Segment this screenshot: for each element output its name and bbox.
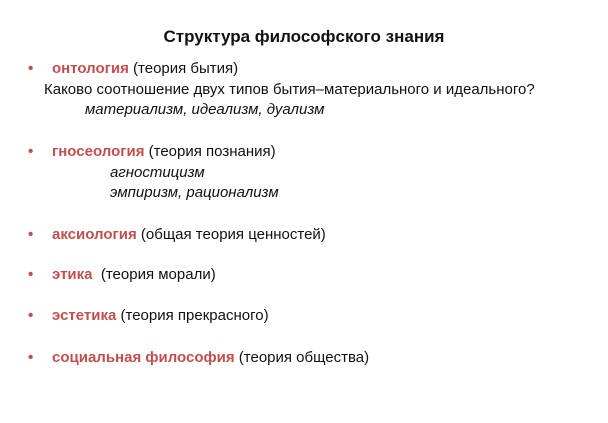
desc-ontology: (теория бытия) <box>128 60 239 77</box>
list-item-ontology <box>28 60 238 78</box>
desc-axiology: (общая теория ценностей) <box>136 226 326 243</box>
ontology-answers: материализм, идеализм, дуализм <box>85 101 325 118</box>
list-item-ethics <box>28 266 216 284</box>
bullet-icon: • <box>28 226 34 243</box>
term-axiology: аксиология <box>52 226 137 243</box>
bullet-icon: • <box>28 307 34 324</box>
term-ontology: онтология <box>52 60 129 77</box>
term-epistemology: гносеология <box>52 143 145 160</box>
term-social-philosophy: социальная философия <box>52 349 235 366</box>
desc-aesthetics: (теория прекрасного) <box>116 307 269 324</box>
desc-social-philosophy: (теория общества) <box>234 349 370 366</box>
list-item-epistemology <box>28 143 276 161</box>
bullet-icon: • <box>28 349 34 366</box>
list-item-aesthetics <box>28 307 269 325</box>
list-item-axiology <box>28 226 326 244</box>
desc-epistemology: (теория познания) <box>144 143 276 160</box>
bullet-icon: • <box>28 143 34 160</box>
term-ethics: этика <box>52 266 93 283</box>
ontology-question: Каково соотношение двух типов бытия–материального и идеального? <box>44 81 535 98</box>
epistemology-line-1: агностицизм <box>110 164 205 181</box>
slide-title: Структура философского знания <box>163 27 445 46</box>
list-item-social-philosophy <box>28 349 369 367</box>
desc-ethics: (теория морали) <box>92 266 216 283</box>
term-aesthetics: эстетика <box>52 307 117 324</box>
bullet-icon: • <box>28 60 34 77</box>
bullet-icon: • <box>28 266 34 283</box>
epistemology-line-2: эмпиризм, рационализм <box>110 184 279 201</box>
